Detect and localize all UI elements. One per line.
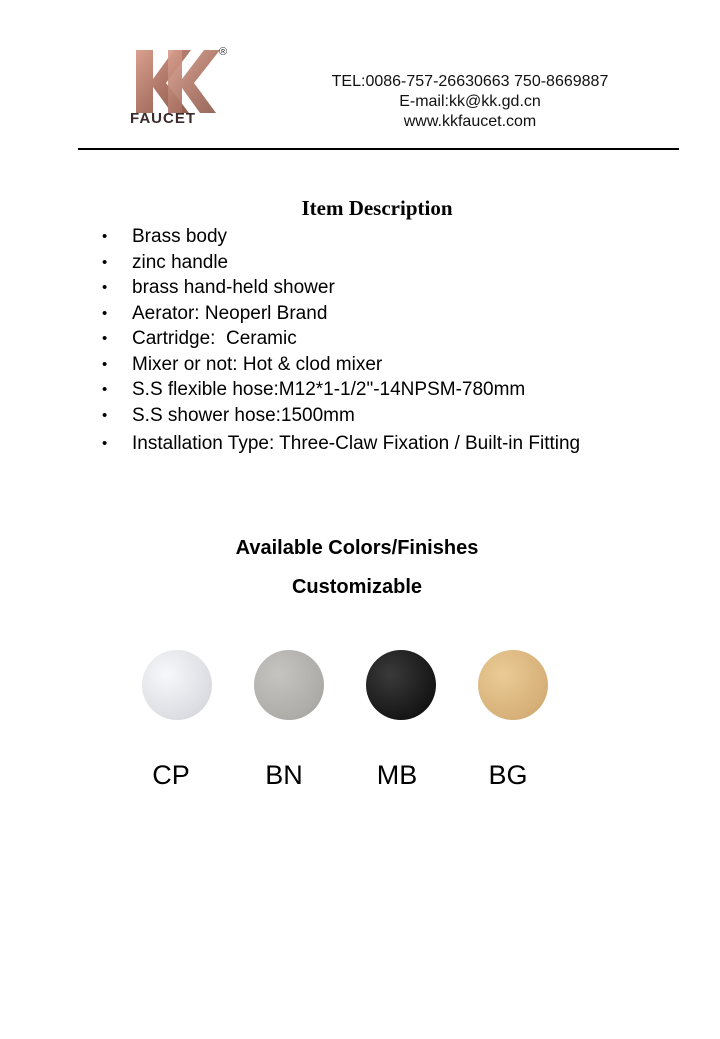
list-item — [100, 377, 580, 403]
bullet-icon: • — [102, 253, 108, 271]
list-item — [100, 326, 580, 352]
feature-text: Cartridge: Ceramic — [132, 328, 297, 349]
colors-title: Available Colors/Finishes — [235, 537, 479, 559]
feature-text: Aerator: Neoperl Brand — [132, 302, 328, 324]
list-item — [100, 431, 580, 457]
bullet-icon: • — [102, 330, 108, 347]
bullet-icon: • — [102, 406, 108, 424]
feature-text: brass hand-held shower — [132, 277, 335, 298]
list-item — [100, 224, 580, 250]
finish-swatch-bn — [254, 650, 324, 720]
bullet-icon: • — [102, 228, 108, 245]
feature-text: Installation Type: Three-Claw Fixation / Built-in Fitting — [132, 433, 581, 454]
registered-mark: ® — [219, 46, 228, 58]
list-item — [100, 352, 580, 378]
website-line: www.kkfaucet.com — [403, 113, 537, 130]
feature-text: zinc handle — [132, 251, 229, 273]
list-item — [100, 403, 580, 429]
list-item — [100, 275, 580, 301]
contact-info — [300, 72, 640, 132]
bullet-icon: • — [102, 381, 108, 398]
finish-label-mb: MB — [376, 760, 418, 790]
bullet-icon: • — [102, 435, 108, 452]
list-item — [100, 301, 580, 327]
bullet-icon: • — [102, 279, 108, 296]
bullet-icon: • — [102, 355, 108, 373]
finish-swatch-bg — [478, 650, 548, 720]
feature-list — [100, 224, 580, 457]
bullet-icon: • — [102, 304, 108, 322]
finish-label-cp: CP — [152, 760, 190, 790]
feature-text: S.S shower hose:1500mm — [132, 404, 355, 426]
feature-text: Brass body — [132, 226, 228, 247]
finish-label-bg: BG — [488, 760, 528, 790]
finish-swatch-cp — [142, 650, 212, 720]
feature-text: S.S flexible hose:M12*1-1/2"-14NPSM-780mm — [132, 379, 526, 400]
tel-line: TEL:0086-757-26630663 750-8669887 — [331, 73, 609, 90]
logo-text: FAUCET — [130, 110, 196, 127]
feature-text: Mixer or not: Hot & clod mixer — [132, 353, 383, 375]
header-divider — [78, 148, 679, 150]
list-item — [100, 250, 580, 276]
customizable-subtitle: Customizable — [291, 576, 423, 598]
item-description-title: Item Description — [301, 196, 453, 220]
finish-swatch-mb — [366, 650, 436, 720]
finish-label-bn: BN — [265, 760, 303, 790]
email-line: E-mail:kk@kk.gd.cn — [399, 93, 541, 110]
